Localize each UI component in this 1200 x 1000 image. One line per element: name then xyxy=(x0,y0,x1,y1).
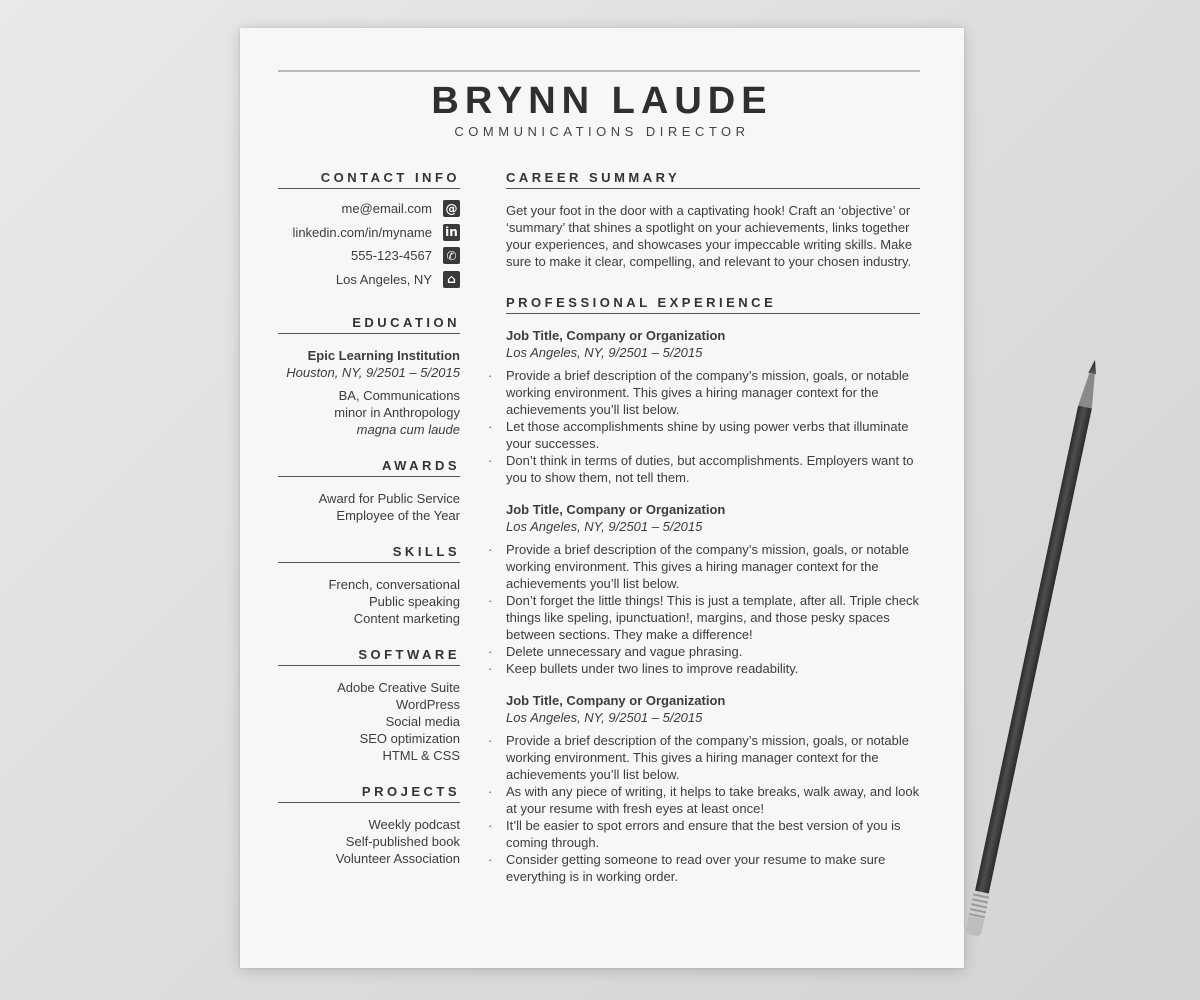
experience-section xyxy=(506,295,920,885)
job-entry xyxy=(506,692,920,885)
job-bullet: · As with any piece of writing, it helps to take breaks, walk away, and look at your resume with fresh eyes at least once! xyxy=(506,783,920,817)
summary-heading: CAREER SUMMARY xyxy=(506,170,920,189)
right-column xyxy=(506,170,920,885)
skill-item: Public speaking xyxy=(368,594,460,609)
job-bullet: · Provide a brief description of the company’s mission, goals, or notable working environment. This gives a hiring manager context for the achievements you’ll list below. xyxy=(506,367,920,418)
job-bullets xyxy=(506,732,920,885)
degree: BA, Communications xyxy=(338,388,460,403)
candidate-title: COMMUNICATIONS DIRECTOR xyxy=(454,124,750,139)
summary-section xyxy=(506,170,920,270)
pencil-illustration xyxy=(965,359,1101,939)
job-location-dates: Los Angeles, NY, 9/2501 – 5/2015 xyxy=(506,519,703,534)
job-bullet: · Don’t forget the little things! This is just a template, after all. Triple check things like speling, ipunctuation!, margins, and those pesky spaces between sections. They make a difference! xyxy=(506,592,920,643)
contact-heading: CONTACT INFO xyxy=(278,170,460,189)
software-item: HTML & CSS xyxy=(382,748,460,763)
projects-heading: PROJECTS xyxy=(278,784,460,803)
awards-heading: AWARDS xyxy=(278,458,460,477)
job-bullet: · Provide a brief description of the company’s mission, goals, or notable working environment. This gives a hiring manager context for the achievements you’ll list below. xyxy=(506,541,920,592)
job-title: Job Title, Company or Organization xyxy=(506,693,726,708)
awards-section xyxy=(278,458,460,524)
school-name: Epic Learning Institution xyxy=(307,348,460,363)
software-section xyxy=(278,647,460,764)
email-icon: @ xyxy=(443,200,460,217)
education-heading: EDUCATION xyxy=(278,315,460,334)
project-item: Volunteer Association xyxy=(335,851,460,866)
contact-location-row xyxy=(278,268,460,292)
job-bullet: · Consider getting someone to read over your resume to make sure everything is in working order. xyxy=(506,851,920,885)
contact-phone-row xyxy=(278,244,460,268)
skills-heading: SKILLS xyxy=(278,544,460,563)
job-bullet: · It’ll be easier to spot errors and ensure that the best version of you is coming through. xyxy=(506,817,920,851)
job-location-dates: Los Angeles, NY, 9/2501 – 5/2015 xyxy=(506,710,703,725)
job-bullets xyxy=(506,367,920,486)
linkedin-icon: in xyxy=(443,224,460,241)
home-icon: ⌂ xyxy=(443,271,460,288)
software-item: Social media xyxy=(385,714,460,729)
job-entry xyxy=(506,327,920,486)
pencil-tip xyxy=(1088,359,1099,374)
job-bullet: · Don’t think in terms of duties, but accomplishments. Employers want to you to show them, not tell them. xyxy=(506,452,920,486)
phone-icon: ✆ xyxy=(443,247,460,264)
job-location-dates: Los Angeles, NY, 9/2501 – 5/2015 xyxy=(506,345,703,360)
job-bullet: · Keep bullets under two lines to improve readability. xyxy=(506,660,920,677)
minor: minor in Anthropology xyxy=(334,405,460,420)
job-entry xyxy=(506,501,920,677)
software-heading: SOFTWARE xyxy=(278,647,460,666)
education-section xyxy=(278,315,460,438)
software-item: Adobe Creative Suite xyxy=(337,680,460,695)
skill-item: Content marketing xyxy=(353,611,460,626)
honors: magna cum laude xyxy=(356,422,460,437)
job-bullet: · Delete unnecessary and vague phrasing. xyxy=(506,643,920,660)
contact-linkedin[interactable]: linkedin.com/in/myname xyxy=(292,224,432,240)
pencil-body xyxy=(975,405,1092,893)
award-item: Award for Public Service xyxy=(318,491,460,506)
job-bullets xyxy=(506,541,920,677)
contact-section xyxy=(278,170,460,291)
school-location-dates: Houston, NY, 9/2501 – 5/2015 xyxy=(286,365,460,380)
left-column xyxy=(278,170,460,867)
pencil-wood xyxy=(1078,372,1099,408)
contact-email-row xyxy=(278,197,460,221)
summary-text: Get your foot in the door with a captivating hook! Craft an ‘objective’ or ‘summary’ that shines a spotlight on your achievements, links together your experiences, and showcases your impeccable writing skills. Make sure to make it clear, compelling, and relevant to your chosen industry. xyxy=(506,203,913,269)
skill-item: French, conversational xyxy=(328,577,460,592)
contact-linkedin-row xyxy=(278,221,460,245)
pencil-ferrule xyxy=(969,890,990,919)
software-item: WordPress xyxy=(395,697,460,712)
job-title: Job Title, Company or Organization xyxy=(506,502,726,517)
candidate-name: BRYNN LAUDE xyxy=(431,80,773,122)
award-item: Employee of the Year xyxy=(336,508,460,523)
project-item: Weekly podcast xyxy=(368,817,460,832)
software-item: SEO optimization xyxy=(359,731,460,746)
job-bullet: · Provide a brief description of the company’s mission, goals, or notable working environment. This gives a hiring manager context for the achievements you’ll list below. xyxy=(506,732,920,783)
job-title: Job Title, Company or Organization xyxy=(506,328,726,343)
pencil-eraser xyxy=(965,916,984,937)
experience-heading: PROFESSIONAL EXPERIENCE xyxy=(506,295,920,314)
job-bullet: · Let those accomplishments shine by using power verbs that illuminate your successes. xyxy=(506,418,920,452)
top-divider xyxy=(278,70,920,72)
contact-phone: 555-123-4567 xyxy=(351,248,432,264)
skills-section xyxy=(278,544,460,627)
resume-page xyxy=(240,28,964,968)
projects-section xyxy=(278,784,460,867)
contact-email[interactable]: me@email.com xyxy=(341,201,432,217)
contact-location: Los Angeles, NY xyxy=(335,271,432,287)
project-item: Self-published book xyxy=(345,834,460,849)
